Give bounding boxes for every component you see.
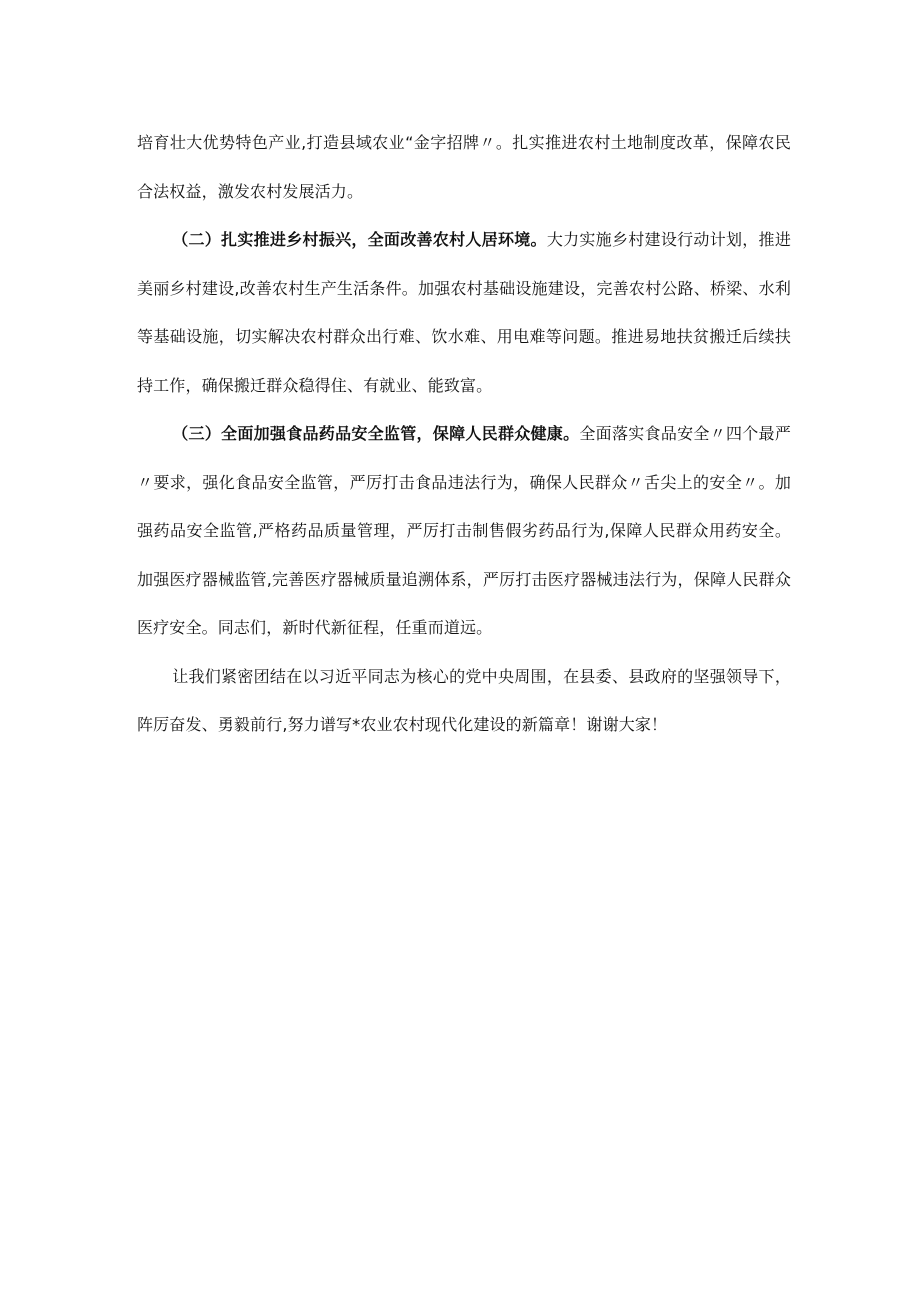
section-heading-3: （三）全面加强食品药品安全监管，保障人民群众健康。 [172,424,580,443]
document-body [137,119,791,750]
paragraph-text: 培育壮大优势特色产业,打造县域农业“金字招牌〃。扎实推进农村土地制度改革，保障农民合法权益，激发农村发展活力。 [137,133,791,201]
paragraph-text: 大力实施乡村建设行动计划，推进美丽乡村建设,改善农村生产生活条件。加强农村基础设施建设，完善农村公路、桥梁、水利等基础设施，切实解决农村群众出行难、饮水难、用电难等问题。推进易地扶贫搬迁后续扶持工作，确保搬迁群众稳得住、有就业、能致富。 [137,230,791,395]
paragraph-continuation [137,119,791,216]
paragraph-text: 全面落实食品安全〃四个最严〃要求，强化食品安全监管，严厉打击食品违法行为，确保人民群众〃舌尖上的安全〃。加强药品安全监管,严格药品质量管理，严厉打击制售假劣药品行为,保障人民群众用药安全。加强医疗器械监管,完善医疗器械质量追溯体系，严厉打击医疗器械违法行为，保障人民群众医疗安全。同志们，新时代新征程，任重而道远。 [137,424,791,637]
paragraph-food-drug-safety [137,410,791,653]
section-heading-2: （二）扎实推进乡村振兴，全面改善农村人居环境。 [172,230,547,249]
paragraph-rural-revitalization [137,216,791,410]
paragraph-closing [137,653,791,750]
paragraph-text: 让我们紧密团结在以习近平同志为核心的党中央周围，在县委、县政府的坚强领导下，阵厉奋发、勇毅前行,努力谱写*农业农村现代化建设的新篇章！谢谢大家！ [137,666,791,734]
